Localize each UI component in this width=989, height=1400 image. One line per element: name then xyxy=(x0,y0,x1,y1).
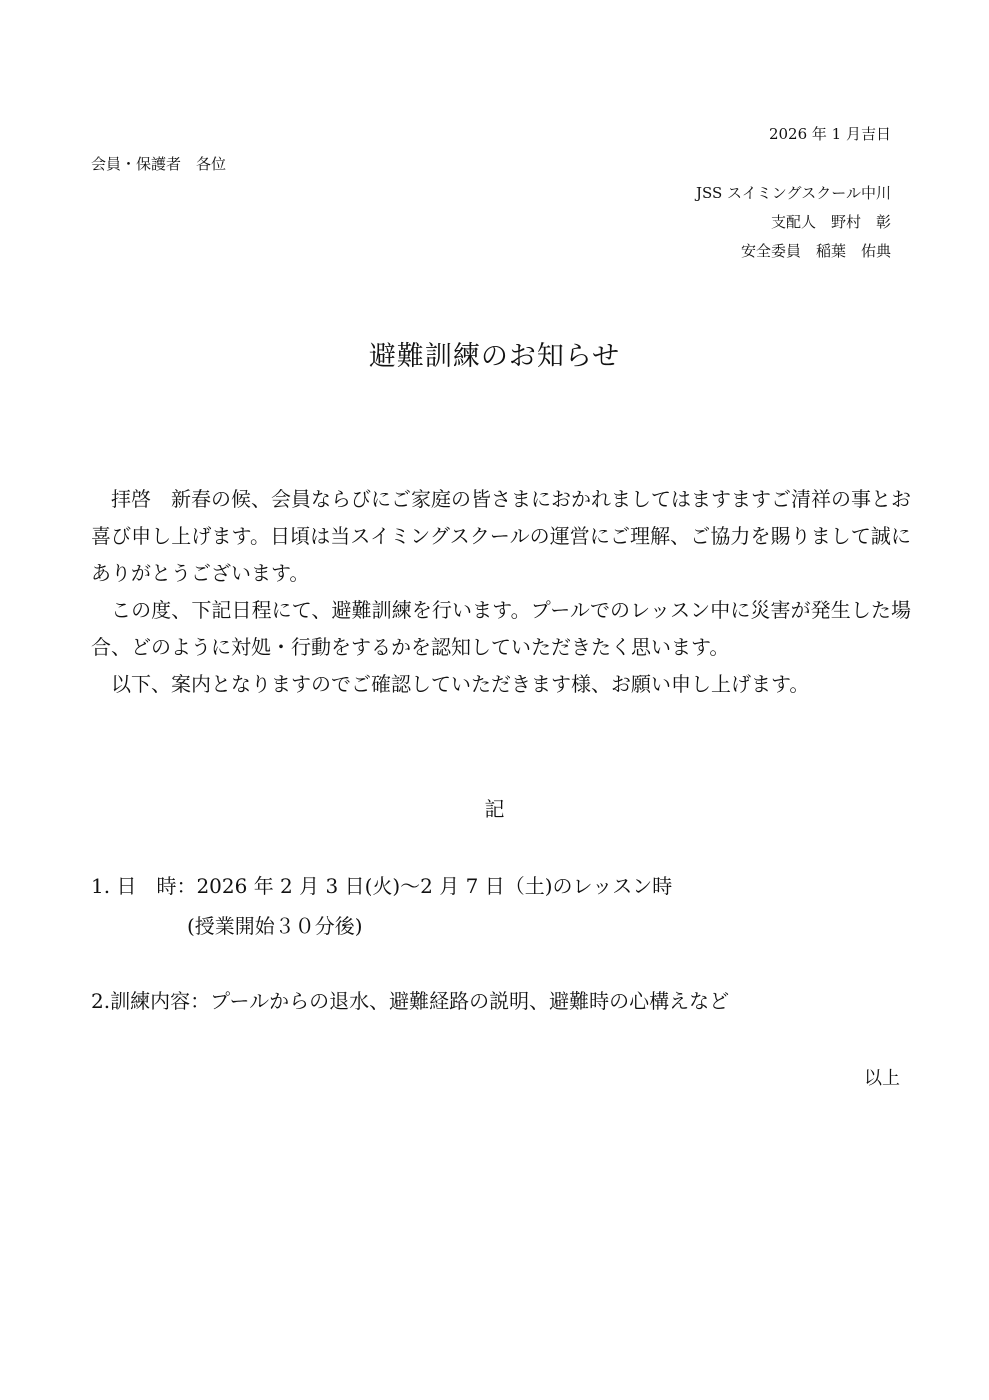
closing-mark: 以上 xyxy=(864,1068,900,1089)
body-text xyxy=(91,481,911,703)
sender-safety-officer: 安全委員 稲葉 佑典 xyxy=(740,242,891,260)
ki-heading: 記 xyxy=(484,797,505,821)
sender-block xyxy=(696,186,891,273)
issue-date: 2026 年 1 月吉日 xyxy=(768,125,891,143)
item-training-content: 2.訓練内容：プールからの退水、避難経路の説明、避難時の心構えなど xyxy=(91,989,730,1013)
body-paragraph-2: この度、下記日程にて、避難訓練を行います。プールでのレッスン中に災害が発生した場合、どのように対処・行動をするかを認知していただきたく思います。 xyxy=(91,598,911,659)
sender-manager: 支配人 野村 彰 xyxy=(770,213,891,231)
document-title: 避難訓練のお知らせ xyxy=(368,341,621,372)
item-schedule-note: (授業開始３０分後) xyxy=(187,914,363,938)
item-schedule: 1. 日 時：2026 年 2 月 3 日(火)～2 月 7 日（土)のレッスン時 xyxy=(91,874,673,898)
sender-organization: JSS スイミングスクール中川 xyxy=(695,184,891,202)
body-paragraph-1: 拝啓 新春の候、会員ならびにご家庭の皆さまにおかれましてはますますご清祥の事とお喜び申し上げます。日頃は当スイミングスクールの運営にご理解、ご協力を賜りまして誠にありがとうございます。 xyxy=(91,487,911,585)
body-paragraph-3: 以下、案内となりますのでご確認していただきます様、お願い申し上げます。 xyxy=(111,672,810,696)
recipient: 会員・保護者 各位 xyxy=(91,155,227,173)
